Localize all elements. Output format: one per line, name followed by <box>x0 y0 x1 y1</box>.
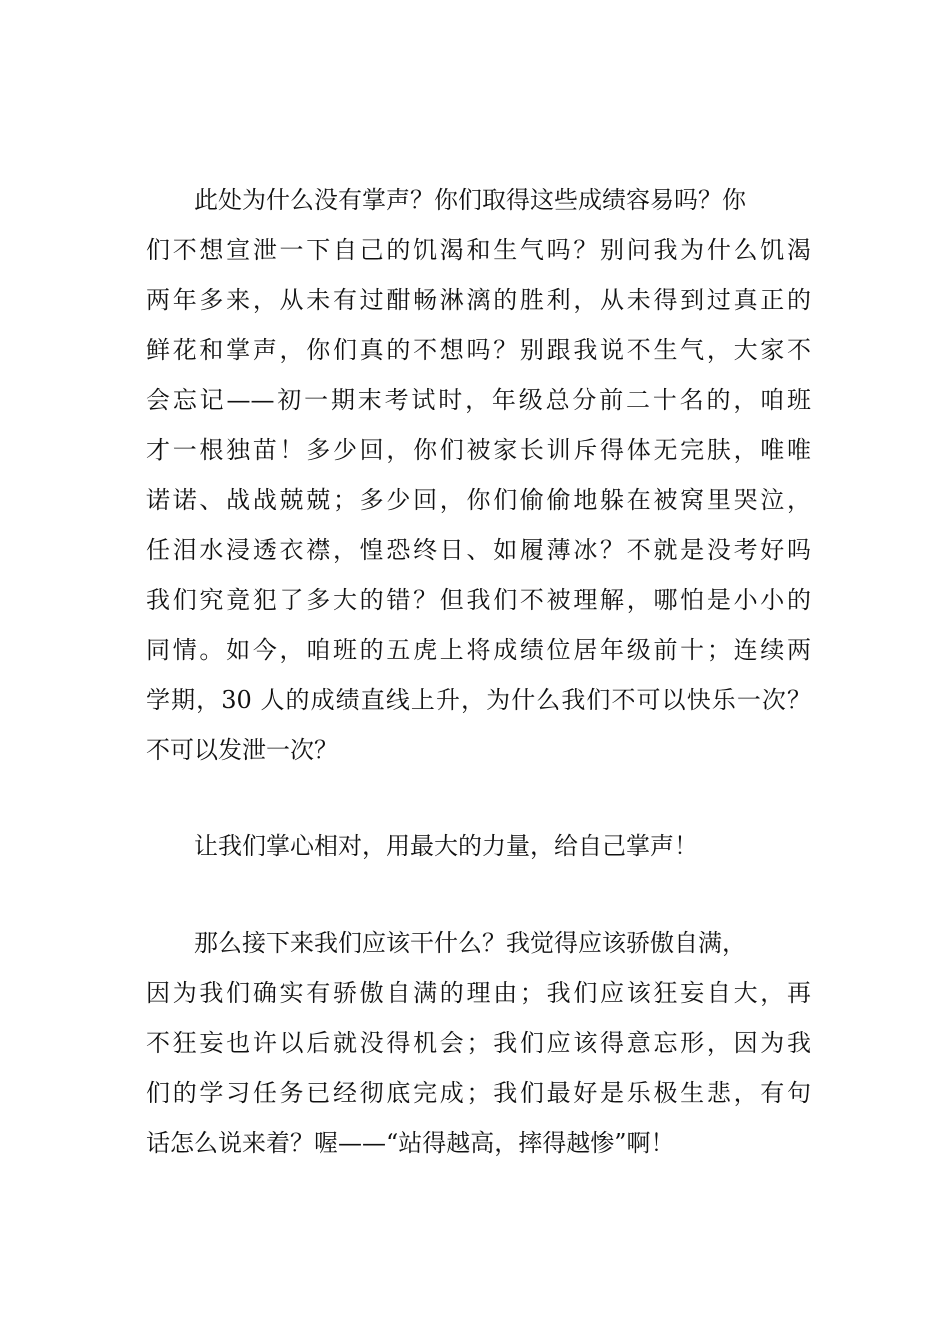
paragraph-line: 鲜花和掌声，你们真的不想吗？别跟我说不生气，大家不 <box>146 336 811 364</box>
paragraph-line: 不可以发泄一次？ <box>146 736 338 764</box>
paragraph-line: 让我们掌心相对，用最大的力量，给自己掌声！ <box>194 832 698 860</box>
paragraph-line: 我们究竟犯了多大的错？但我们不被理解，哪怕是小小的 <box>146 586 811 614</box>
paragraph-line: 学期，30 人的成绩直线上升，为什么我们不可以快乐一次？ <box>146 686 811 714</box>
paragraph-line: 才一根独苗！多少回，你们被家长训斥得体无完肤，唯唯 <box>146 436 811 464</box>
paragraph-line: 们的学习任务已经彻底完成；我们最好是乐极生悲，有句 <box>146 1079 811 1107</box>
paragraph-line: 们不想宣泄一下自己的饥渴和生气吗？别问我为什么饥渴 <box>146 236 811 264</box>
paragraph-line: 两年多来，从未有过酣畅淋漓的胜利，从未得到过真正的 <box>146 286 811 314</box>
paragraph-line: 诺诺、战战兢兢；多少回，你们偷偷地躲在被窝里哭泣， <box>146 486 811 514</box>
paragraph-line: 会忘记——初一期末考试时，年级总分前二十名的，咱班 <box>146 386 811 414</box>
paragraph-line: 因为我们确实有骄傲自满的理由；我们应该狂妄自大，再 <box>146 979 811 1007</box>
paragraph-give-applause <box>146 821 811 871</box>
paragraph-line: 那么接下来我们应该干什么？我觉得应该骄傲自满， <box>194 929 746 957</box>
paragraph-line: 不狂妄也许以后就没得机会；我们应该得意忘形，因为我 <box>146 1029 811 1057</box>
paragraph-line: 此处为什么没有掌声？你们取得这些成绩容易吗？你 <box>194 186 746 214</box>
paragraph-applause-question <box>146 175 811 775</box>
paragraph-line: 话怎么说来着？喔——“站得越高，摔得越惨”啊！ <box>146 1129 675 1157</box>
paragraph-line: 同情。如今，咱班的五虎上将成绩位居年级前十；连续两 <box>146 636 811 664</box>
paragraph-line: 任泪水浸透衣襟，惶恐终日、如履薄冰？不就是没考好吗 <box>146 536 811 564</box>
paragraph-what-next <box>146 918 811 1168</box>
